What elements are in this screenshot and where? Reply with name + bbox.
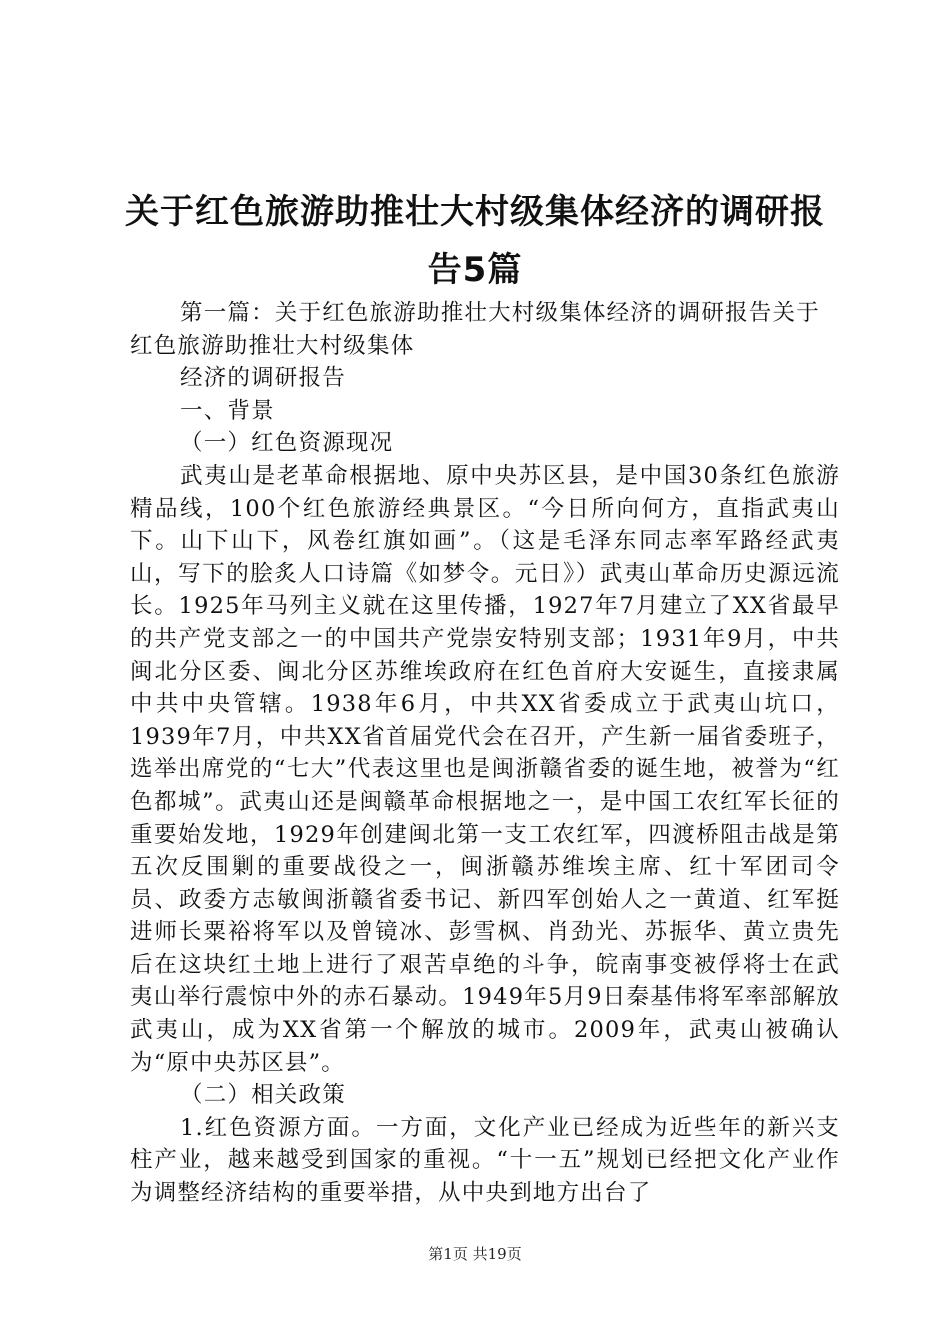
document-body [130,297,840,1210]
paragraph-wuyishan-history: 武夷山是老革命根据地、原中央苏区县，是中国30条红色旅游精品线，100个红色旅游经典景区。“今日所向何方，直指武夷山下。山下山下，风卷红旗如画”。（这是毛泽东同志率军路经武夷山，写下的脍炙人口诗篇《如梦令。元日》）武夷山革命历史源远流长。1925年马列主义就在这里传播，1927年7月建立了XX省最早的共产党支部之一的中国共产党崇安特别支部；1931年9月，中共闽北分区委、闽北分区苏维埃政府在红色首府大安诞生，直接隶属中共中央管辖。1938年6月，中共XX省委成立于武夷山坑口，1939年7月，中共XX省首届党代会在召开，产生新一届省委班子，选举出席党的“七大”代表这里也是闽浙赣省委的诞生地，被誉为“红色都城”。武夷山还是闽赣革命根据地之一，是中国工农红军长征的重要始发地，1929年创建闽北第一支工农红军，四渡桥阻击战是第五次反围剿的重要战役之一，闽浙赣苏维埃主席、红十军团司令员、政委方志敏闽浙赣省委书记、新四军创始人之一黄道、红军挺进师长粟裕将军以及曾镜冰、彭雪枫、肖劲光、苏振华、黄立贵先后在这块红土地上进行了艰苦卓绝的斗争，皖南事变被俘将士在武夷山举行震惊中外的赤石暴动。1949年5月9日秦基伟将军率部解放武夷山，成为XX省第一个解放的城市。2009年，武夷山被确认为“原中央苏区县”。 [130,462,840,1076]
paragraph-chapter-heading-continued: 经济的调研报告 [180,365,346,392]
document-title-line-2: 告5篇 [427,250,523,290]
subsection-heading-red-resources: （一）红色资源现况 [180,430,394,457]
paragraph-red-resources-policy: 1.红色资源方面。一方面，文化产业已经成为近些年的新兴支柱产业，越来越受到国家的重视。“十一五”规划已经把文化产业作为调整经济结构的重要举措，从中央到地方出台了 [130,1114,840,1207]
subsection-heading-policies: （二）相关政策 [180,1082,346,1109]
paragraph-chapter-heading: 第一篇：关于红色旅游助推壮大村级集体经济的调研报告关于红色旅游助推壮大村级集体 [130,300,820,359]
document-title-line-1: 关于红色旅游助推壮大村级集体经济的调研报 [125,192,825,232]
section-heading-background: 一、背景 [180,397,275,424]
page-footer: 第1页 共19页 [428,1245,522,1263]
